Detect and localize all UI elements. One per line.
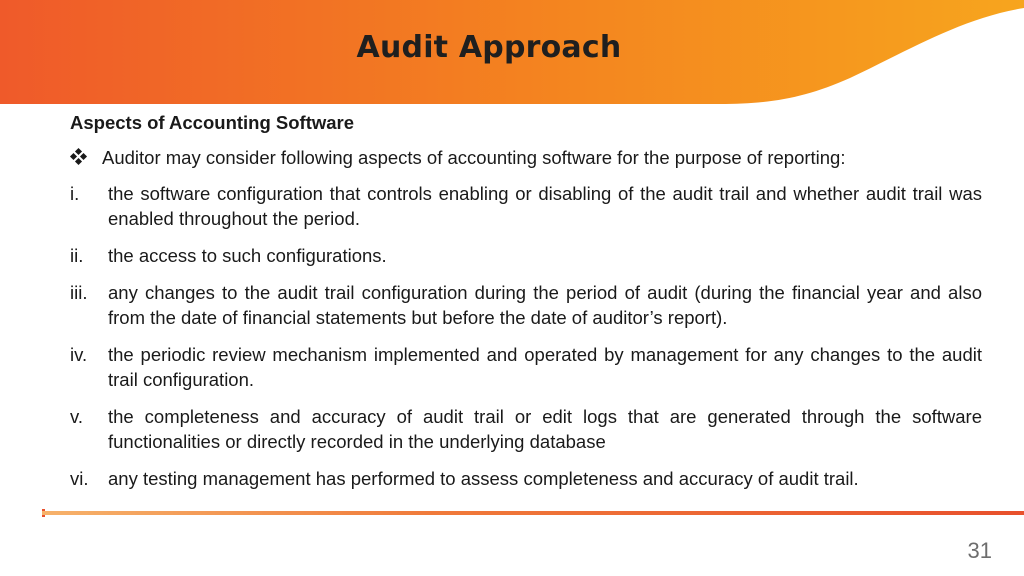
section-subheading: Aspects of Accounting Software [70, 112, 355, 133]
list-item [70, 404, 982, 454]
list-item-text: the periodic review mechanism implemented and operated by management for any changes to the audit trail configuration. [108, 344, 982, 390]
list-item [70, 181, 982, 231]
list-item [70, 342, 982, 392]
intro-bullet-text: Auditor may consider following aspects of accounting software for the purpose of reporting: [102, 147, 846, 168]
list-item-text: the software configuration that controls enabling or disabling of the audit trail and whether audit trail was enabled throughout the period. [108, 183, 982, 229]
diamond-bullet-icon [70, 145, 96, 170]
list-item [70, 243, 982, 268]
list-item [70, 280, 982, 330]
list-item [70, 466, 982, 491]
list-numeral: i. [70, 183, 80, 204]
page-number: 31 [967, 538, 992, 563]
list-item-text: any testing management has performed to assess completeness and accuracy of audit trail. [108, 468, 859, 489]
slide-title: Audit Approach [356, 30, 622, 65]
list-item-text: the completeness and accuracy of audit trail or edit logs that are generated through the software functionalities or directly recorded in the underlying database [108, 406, 982, 452]
list-item-text: the access to such configurations. [108, 245, 387, 266]
list-numeral: iii. [70, 282, 88, 303]
list-numeral: iv. [70, 344, 88, 365]
intro-bullet [70, 145, 982, 170]
slide-content [70, 110, 982, 503]
list-numeral: ii. [70, 245, 84, 266]
footer-divider [42, 511, 1024, 515]
list-item-text: any changes to the audit trail configuration during the period of audit (during the financial year and also from the date of financial statements but before the date of auditor’s report). [108, 282, 982, 328]
list-numeral: v. [70, 406, 84, 427]
list-numeral: vi. [70, 468, 89, 489]
